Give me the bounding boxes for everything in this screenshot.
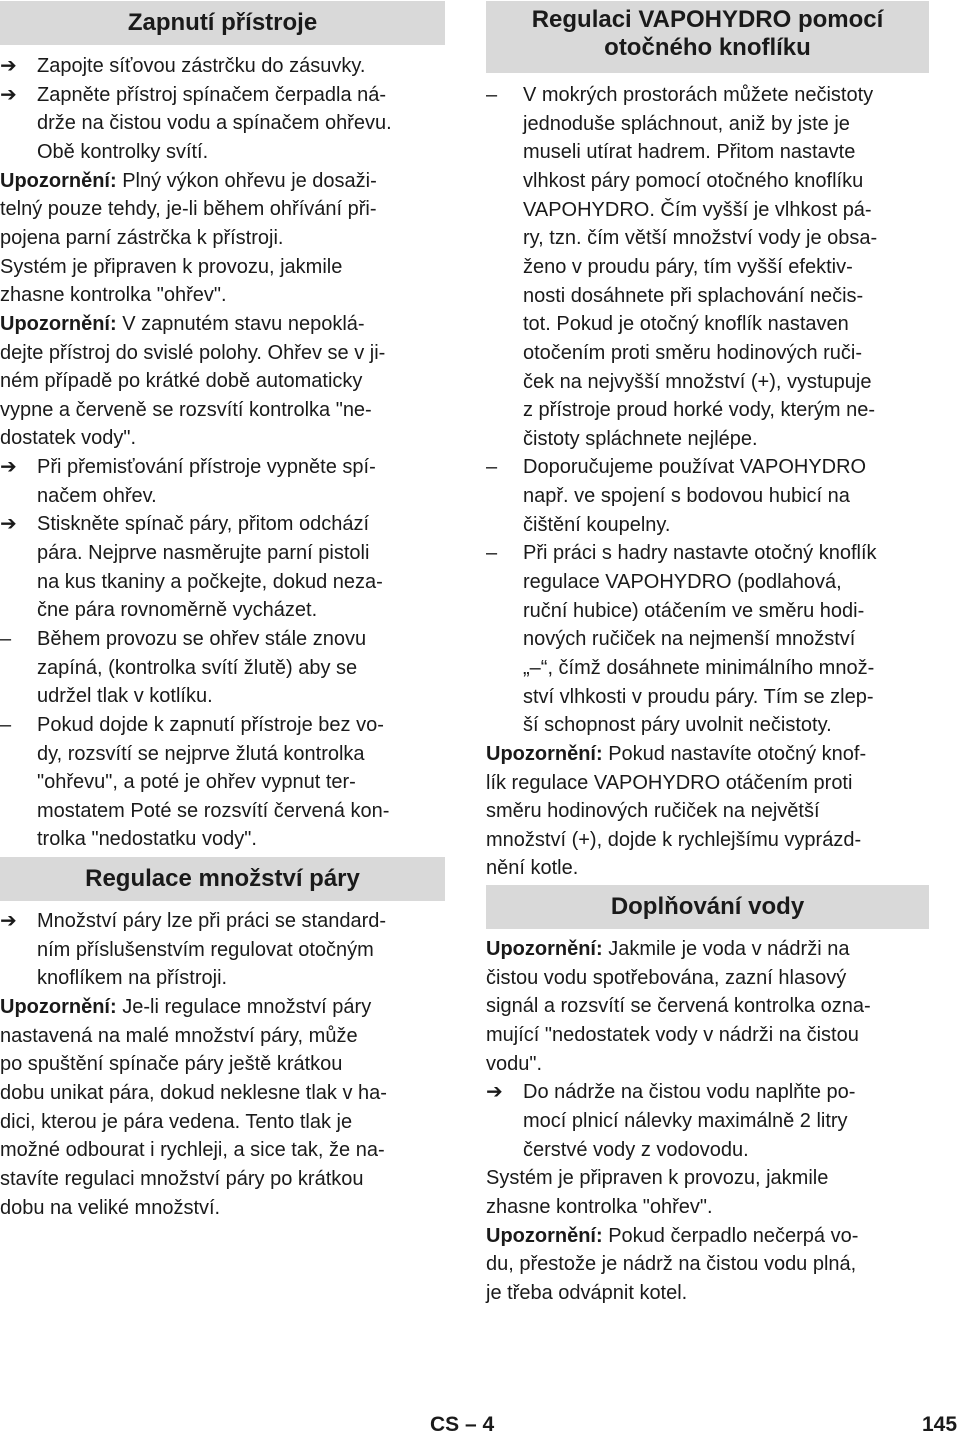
dash-marker: – (486, 542, 498, 564)
arrow-icon: ➔ (0, 84, 17, 106)
notice-line: Upozornění: V zapnutém stavu nepoklá- (0, 313, 365, 335)
notice-line: Upozornění: Pokud čerpadlo nečerpá vo- (486, 1225, 859, 1247)
dash-marker: – (486, 84, 498, 106)
section-heading-water-refill: Doplňování vody (486, 885, 929, 929)
notice-line: Upozornění: Pokud nastavíte otočný knof- (486, 743, 867, 765)
arrow-icon: ➔ (0, 910, 17, 932)
dash-marker: – (0, 628, 12, 650)
footer-section-label: CS – 4 (430, 1413, 495, 1436)
section-heading-power-on: Zapnutí přístroje (0, 1, 445, 45)
arrow-icon: ➔ (0, 513, 17, 535)
arrow-icon: ➔ (486, 1081, 503, 1103)
notice-line: Upozornění: Plný výkon ohřevu je dosaži- (0, 170, 377, 192)
arrow-icon: ➔ (0, 55, 17, 77)
notice-line: Upozornění: Je-li regulace množství páry (0, 996, 372, 1018)
notice-line: Upozornění: Jakmile je voda v nádrži na (486, 938, 850, 960)
page-number: 145 (922, 1413, 958, 1436)
section-heading-steam-regulation: Regulace množství páry (0, 857, 445, 901)
dash-marker: – (486, 456, 498, 478)
arrow-icon: ➔ (0, 456, 17, 478)
section-heading-vapohydro: Regulaci VAPOHYDRO pomocí otočného knoflíku (486, 1, 929, 73)
dash-marker: – (0, 714, 12, 736)
